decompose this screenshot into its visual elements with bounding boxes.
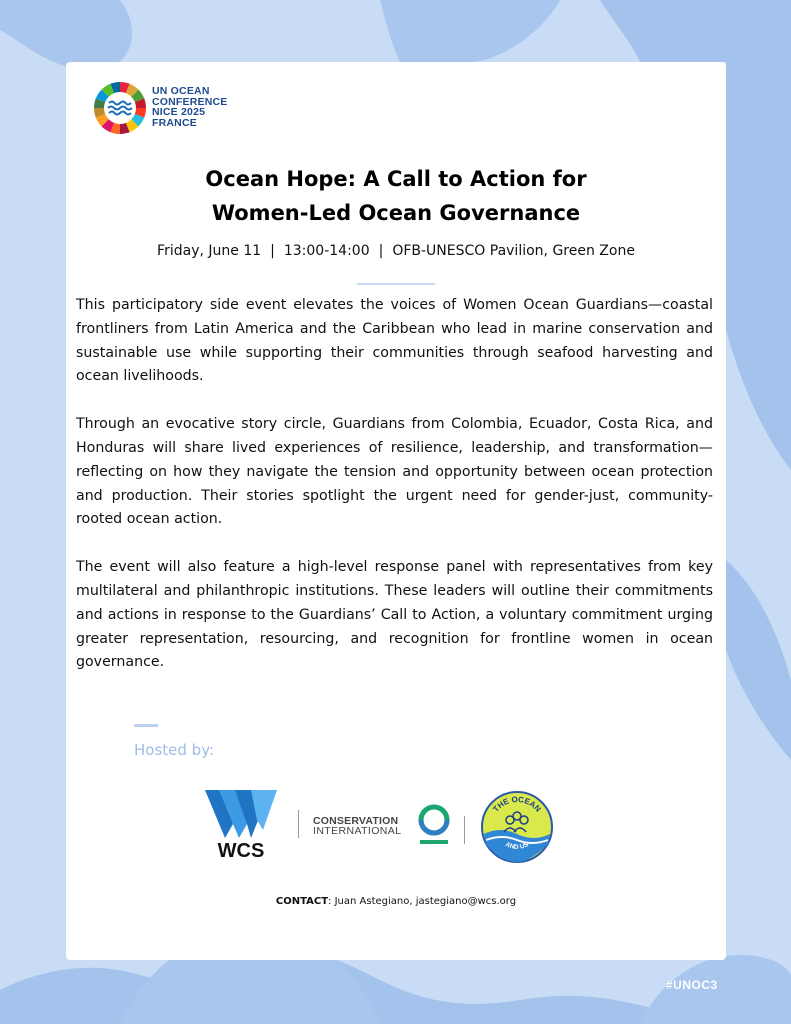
ci-line-1: CONSERVATION <box>313 815 399 827</box>
meta-separator: | <box>270 243 275 259</box>
logo-line: CONFERENCE <box>152 95 228 108</box>
meta-separator: | <box>378 243 384 259</box>
hashtag: #UNOC3 <box>666 978 718 992</box>
logo-separator <box>298 810 299 838</box>
event-title <box>86 162 706 230</box>
logo-line: UN OCEAN <box>152 85 210 97</box>
event-card <box>66 62 726 960</box>
divider <box>357 283 435 285</box>
contact-label: CONTACT <box>275 896 329 907</box>
event-date: Friday, June 11 <box>157 243 262 259</box>
unoc-logo-text <box>152 86 242 128</box>
ocean-bottom-text: AND US <box>504 841 530 851</box>
wcs-label: WCS <box>217 840 265 862</box>
logo-line: FRANCE <box>152 116 197 129</box>
contact-line <box>66 896 726 907</box>
ci-ring-icon <box>416 802 452 848</box>
ci-line-2: INTERNATIONAL <box>313 825 402 837</box>
unoc-logo <box>92 80 232 140</box>
ocean-top-text: THE OCEAN <box>491 794 543 814</box>
sdg-wheel-icon <box>92 80 148 136</box>
ocean-badge-icon <box>480 790 554 864</box>
hosted-by-label: Hosted by: <box>134 741 215 759</box>
event-time: 13:00-14:00 <box>283 243 370 259</box>
wcs-logo <box>203 790 279 870</box>
event-location: OFB-UNESCO Pavilion, Green Zone <box>392 243 635 259</box>
wcs-w-icon <box>203 790 279 838</box>
event-description <box>76 294 713 699</box>
contact-details: : Juan Astegiano, jastegiano@wcs.org <box>328 896 517 907</box>
logo-separator <box>464 816 465 844</box>
hosted-divider <box>134 724 158 727</box>
conservation-international-logo <box>313 802 463 852</box>
title-line-1: Ocean Hope: A Call to Action for <box>205 167 587 191</box>
description-paragraph: Through an evocative story circle, Guardians from Colombia, Ecuador, Costa Rica, and Honduras will share lived experiences of resilience, leadership, and transformation—reflecting on how they navigate the tension and opportunity between ocean protection and production. Their stories spotlight the urgent need for gender-just, community-rooted ocean action. <box>76 416 713 528</box>
description-paragraph: This participatory side event elevates the voices of Women Ocean Guardians—coastal frontliners from Latin America and the Caribbean who lead in marine conservation and sustainable use while supporting their communities through seafood harvesting and ocean livelihoods. <box>76 297 713 385</box>
the-ocean-and-us-logo <box>480 790 554 864</box>
ci-wordmark <box>313 816 401 836</box>
logo-line: NICE 2025 <box>152 106 206 118</box>
event-meta <box>76 243 716 259</box>
title-line-2: Women-Led Ocean Governance <box>211 201 581 225</box>
description-paragraph: The event will also feature a high-level response panel with representatives from key multilateral and philanthropic institutions. These leaders will outline their commitments and actions in response to the Guardians’ Call to Action, a voluntary commitment urging greater representation, resourcing, and recognition for frontline women in ocean governance. <box>76 559 713 671</box>
